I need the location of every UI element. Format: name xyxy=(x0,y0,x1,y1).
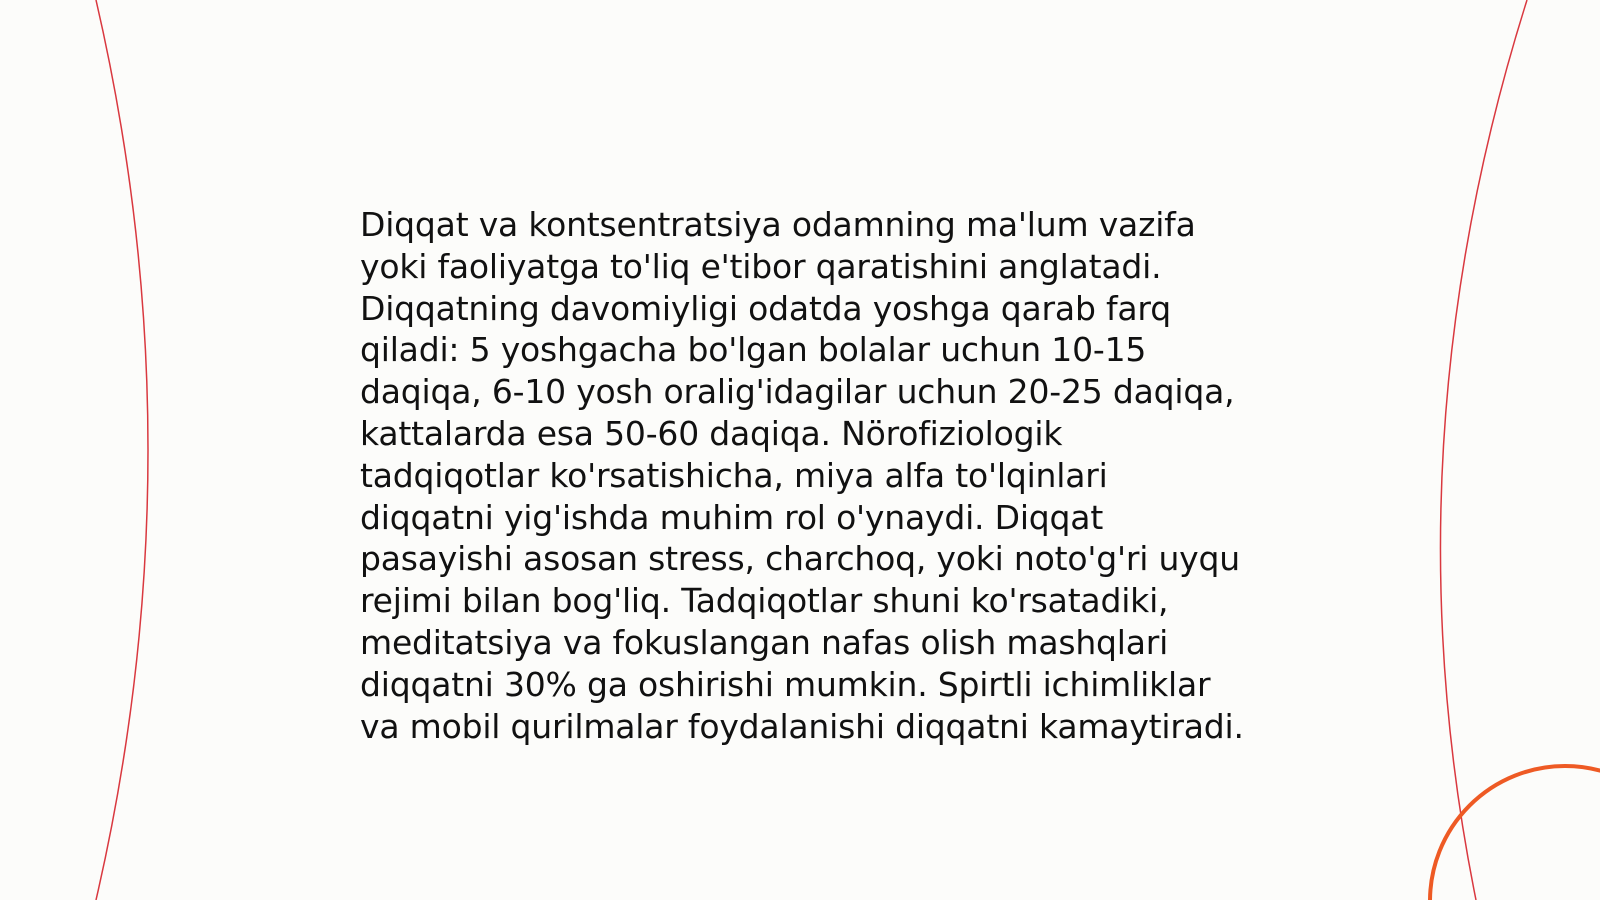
orange-circle-outline xyxy=(1430,766,1600,900)
paragraph-line: tadqiqotlar ko'rsatishicha, miya alfa to'lqinlari xyxy=(360,455,1108,495)
paragraph-line: diqqatni 30% ga oshirishi mumkin. Spirtli ichimliklar xyxy=(360,664,1211,704)
paragraph-line: pasayishi asosan stress, charchoq, yoki noto'g'ri uyqu xyxy=(360,539,1240,579)
paragraph-line: Diqqat va kontsentratsiya odamning ma'lum vazifa xyxy=(360,205,1196,244)
paragraph-line: rejimi bilan bog'liq. Tadqiqotlar shuni ko'rsatadiki, xyxy=(360,581,1169,621)
paragraph-line: daqiqa, 6-10 yosh oralig'idagilar uchun 20-25 daqiqa, xyxy=(360,372,1235,412)
paragraph-line: Diqqatning davomiyligi odatda yoshga qarab farq xyxy=(360,288,1171,328)
right-arc-line xyxy=(1440,0,1527,900)
paragraph-line: qiladi: 5 yoshgacha bo'lgan bolalar uchun 10-15 xyxy=(360,330,1147,370)
paragraph-line: diqqatni yig'ishda muhim rol o'ynaydi. Diqqat xyxy=(360,497,1104,537)
paragraph-line: yoki faoliyatga to'liq e'tibor qaratishini anglatadi. xyxy=(360,246,1162,286)
left-arc-line xyxy=(96,0,148,900)
paragraph-line: va mobil qurilmalar foydalanishi diqqatni kamaytiradi. xyxy=(360,706,1244,746)
paragraph-line: kattalarda esa 50-60 daqiqa. Nörofiziologik xyxy=(360,413,1063,453)
paragraph-line: meditatsiya va fokuslangan nafas olish mashqlari xyxy=(360,622,1169,662)
body-paragraph xyxy=(360,204,1260,747)
